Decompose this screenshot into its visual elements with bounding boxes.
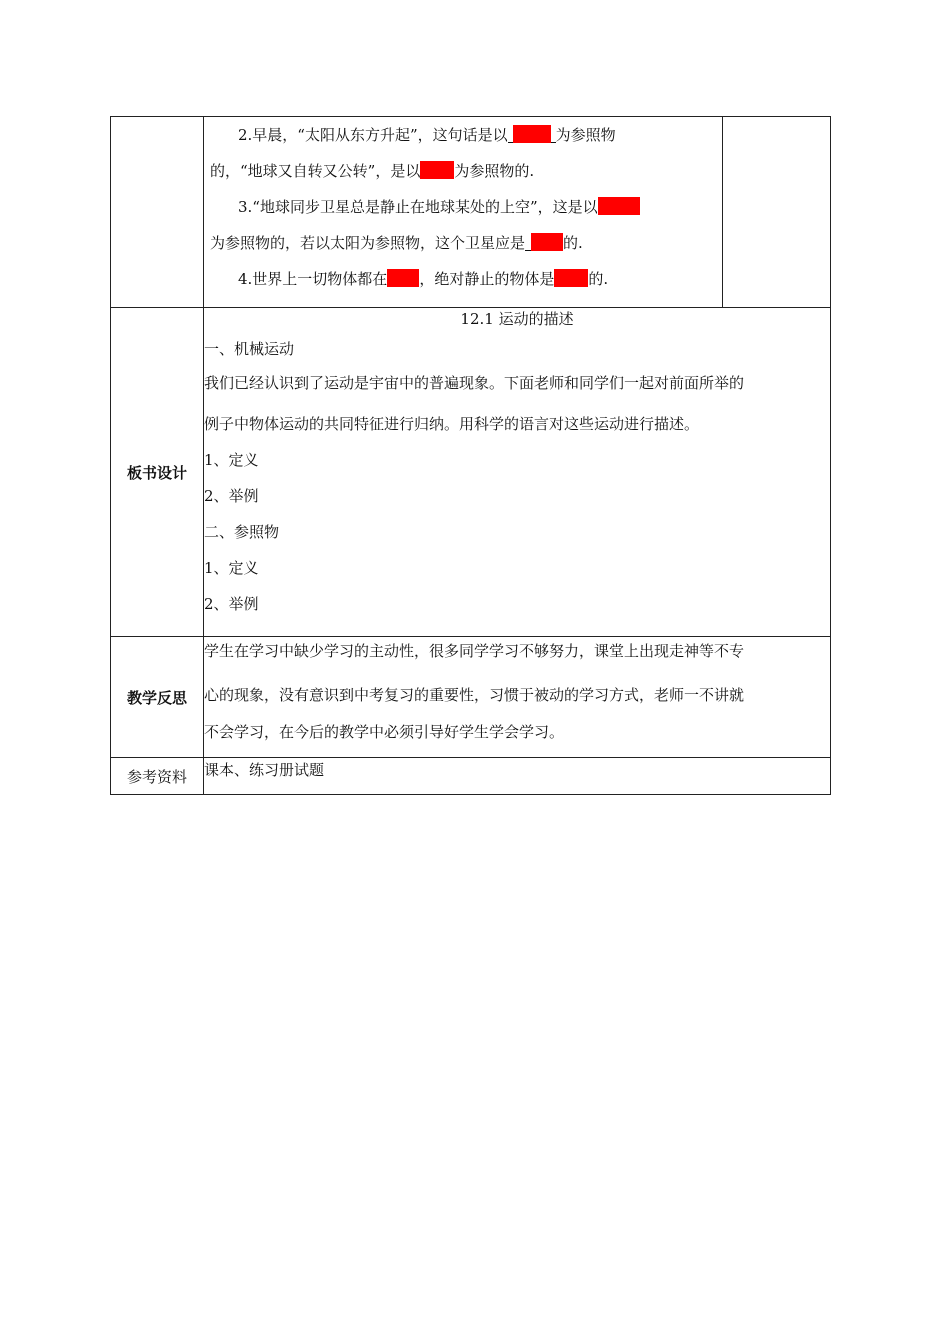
redacted-blank [598, 197, 640, 215]
board-line: 1、定义 [204, 451, 259, 469]
reflection-content-cell [204, 637, 831, 758]
board-design-label-cell [111, 308, 204, 637]
reference-row [111, 758, 831, 795]
reflection-line: 心的现象，没有意识到中考复习的重要性，习惯于被动的学习方式，老师一不讲就 [204, 686, 745, 704]
board-line: 例子中物体运动的共同特征进行归纳。用科学的语言对这些运动进行描述。 [204, 415, 700, 433]
reference-label-cell [111, 758, 204, 795]
exercise-q3-line1: 3.“地球同步卫星总是静止在地球某处的上空”，这是以 [204, 189, 722, 225]
reflection-row [111, 637, 831, 758]
board-design-label: 板书设计 [126, 463, 187, 482]
board-line: 我们已经认识到了运动是宇宙中的普遍现象。下面老师和同学们一起对前面所举的 [204, 374, 745, 392]
reference-content-cell [204, 758, 831, 795]
reference-value: 课本、练习册试题 [204, 761, 325, 779]
exercise-q2-line2: 的，“地球又自转又公转”，是以 为参照物的. [210, 162, 535, 180]
redacted-blank [513, 125, 551, 143]
reflection-line: 不会学习，在今后的教学中必须引导好学生学会学习。 [204, 723, 565, 741]
exercise-row [111, 117, 831, 308]
reference-label: 参考资料 [126, 767, 187, 786]
board-line: 1、定义 [204, 559, 259, 577]
exercise-q2-line1: 2.早晨，“太阳从东方升起”，这句话是以 为参照物 [238, 126, 616, 144]
redacted-blank [420, 161, 454, 179]
board-line: 2、举例 [204, 487, 259, 505]
board-line: 二、参照物 [204, 523, 280, 541]
board-title: 12.1 运动的描述 [460, 310, 574, 328]
redacted-blank [531, 233, 563, 251]
exercise-content-cell [204, 117, 723, 308]
exercise-q4-line: 4.世界上一切物体都在 ，绝对静止的物体是 的. [238, 270, 609, 288]
board-line: 2、举例 [204, 595, 259, 613]
reflection-label: 教学反思 [126, 688, 187, 707]
reflection-label-cell [111, 637, 204, 758]
board-design-content-cell [204, 308, 831, 637]
board-design-row [111, 308, 831, 637]
exercise-notes-cell [723, 117, 831, 308]
lesson-plan-table [110, 116, 831, 795]
reflection-line: 学生在学习中缺少学习的主动性，很多同学学习不够努力，课堂上出现走神等不专 [204, 642, 745, 660]
board-line: 一、机械运动 [204, 340, 295, 358]
redacted-blank [554, 269, 588, 287]
exercise-q3-line2: 为参照物的，若以太阳为参照物，这个卫星应是 的. [210, 234, 583, 252]
exercise-label-cell [111, 117, 204, 308]
redacted-blank [387, 269, 419, 287]
